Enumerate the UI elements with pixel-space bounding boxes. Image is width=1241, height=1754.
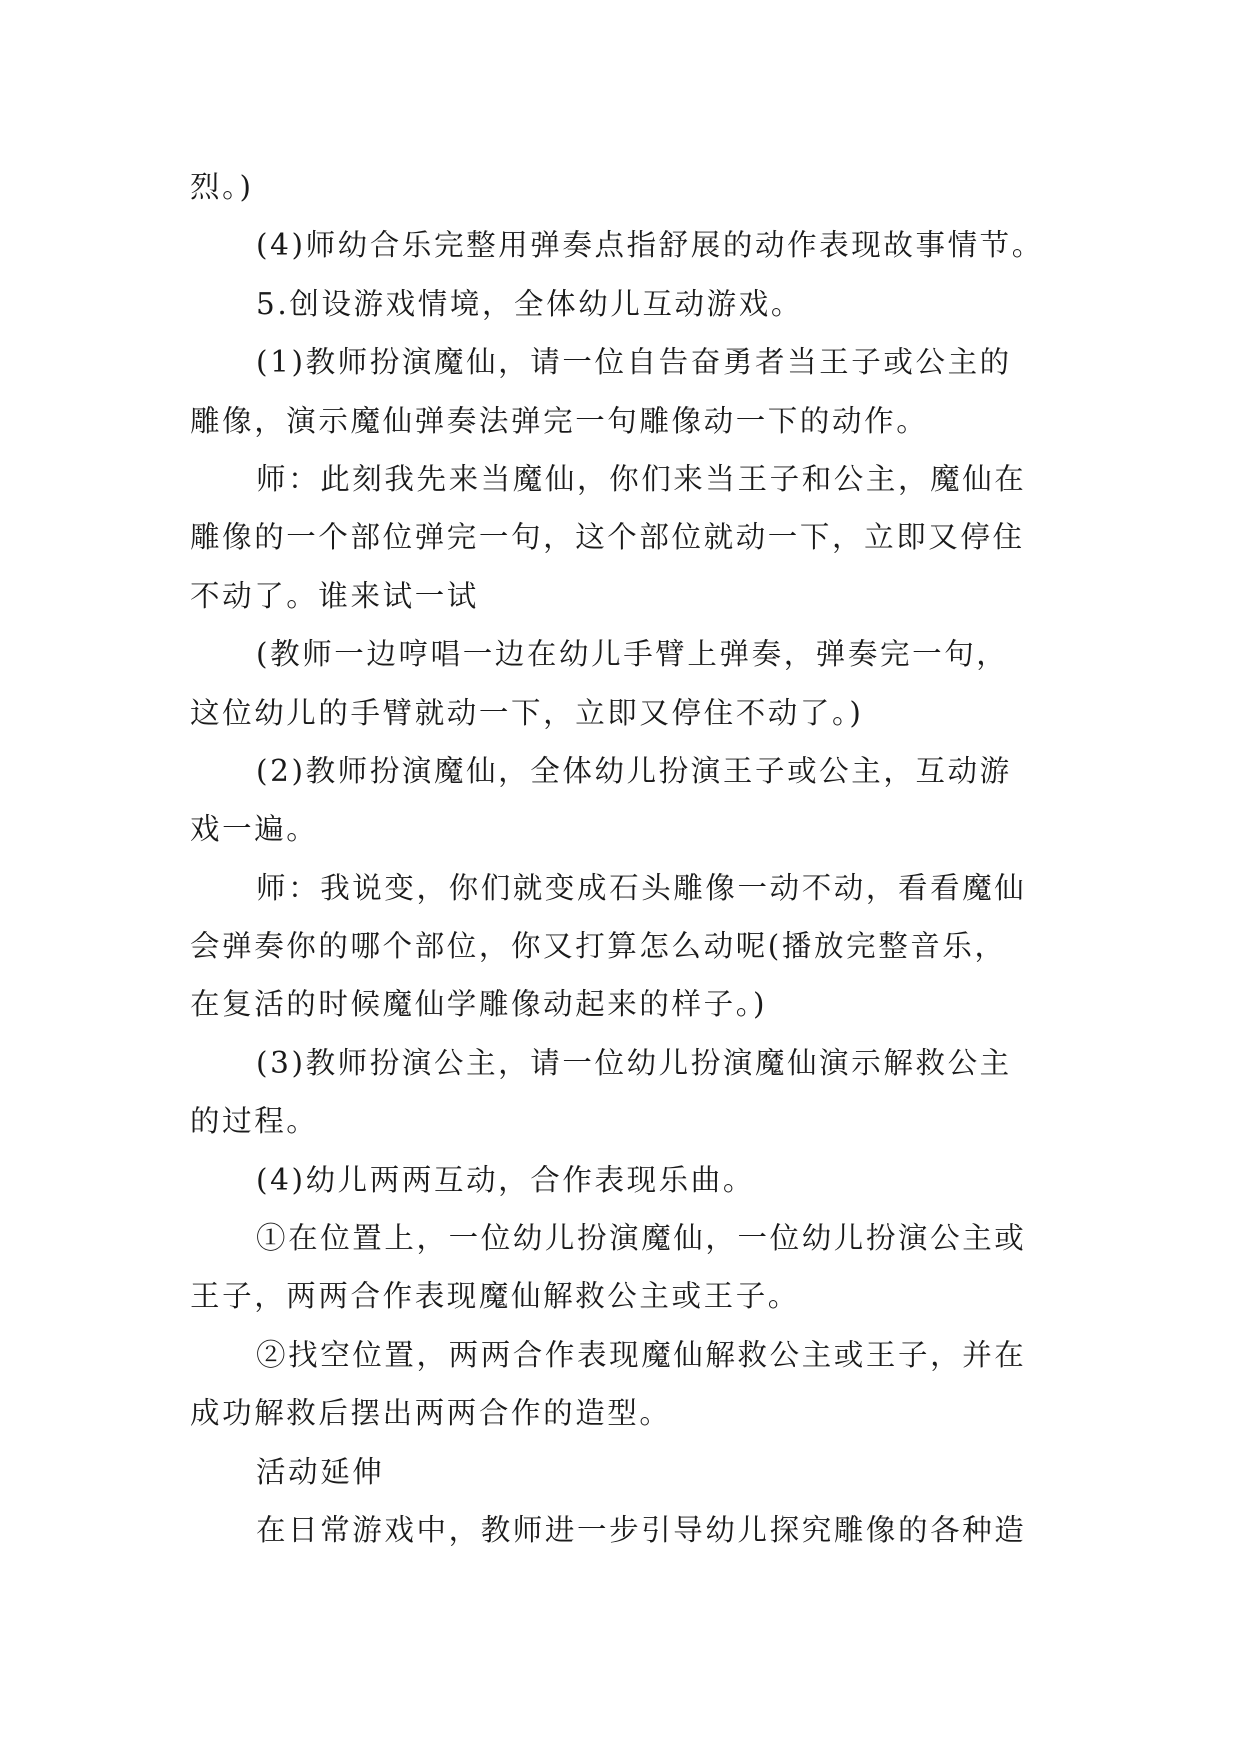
text-line: 雕像，演示魔仙弹奏法弹完一句雕像动一下的动作。 [190,403,929,438]
text-line: 这位幼儿的手臂就动一下，立即又停住不动了。) [190,695,864,730]
text-line: 王子，两两合作表现魔仙解救公主或王子。 [190,1279,800,1314]
text-line: (4)幼儿两两互动，合作表现乐曲。 [256,1162,755,1197]
text-line: (1)教师扮演魔仙，请一位自告奋勇者当王子或公主的 [256,345,1012,380]
text-line: 在日常游戏中，教师进一步引导幼儿探究雕像的各种造 [256,1512,1027,1547]
text-line: 成功解救后摆出两两合作的造型。 [190,1396,672,1431]
text-line: 5.创设游戏情境，全体幼儿互动游戏。 [256,286,803,321]
text-line: 戏一遍。 [190,812,319,847]
text-line: ①在位置上，一位幼儿扮演魔仙，一位幼儿扮演公主或 [256,1221,1027,1256]
text-line: (3)教师扮演公主，请一位幼儿扮演魔仙演示解救公主 [256,1045,1012,1080]
text-line: 师：此刻我先来当魔仙，你们来当王子和公主，魔仙在 [256,461,1027,496]
text-line: 不动了。谁来试一试 [190,578,479,613]
text-line: ②找空位置，两两合作表现魔仙解救公主或王子，并在 [256,1337,1027,1372]
text-line: 烈。) [190,170,254,204]
text-line: 雕像的一个部位弹完一句，这个部位就动一下，立即又停住 [190,520,1025,555]
text-line: 的过程。 [190,1104,319,1139]
text-line: 在复活的时候魔仙学雕像动起来的样子。) [190,987,768,1022]
document-body [190,158,1062,1559]
text-line: 师：我说变，你们就变成石头雕像一动不动，看看魔仙 [256,870,1027,905]
text-line: 会弹奏你的哪个部位，你又打算怎么动呢(播放完整音乐， [190,929,1007,964]
text-line: (4)师幼合乐完整用弹奏点指舒展的动作表现故事情节。 [256,228,1044,263]
text-line: (2)教师扮演魔仙，全体幼儿扮演王子或公主，互动游 [256,753,1012,788]
text-line: (教师一边哼唱一边在幼儿手臂上弹奏，弹奏完一句， [256,637,1009,672]
section-heading: 活动延伸 [256,1454,385,1489]
